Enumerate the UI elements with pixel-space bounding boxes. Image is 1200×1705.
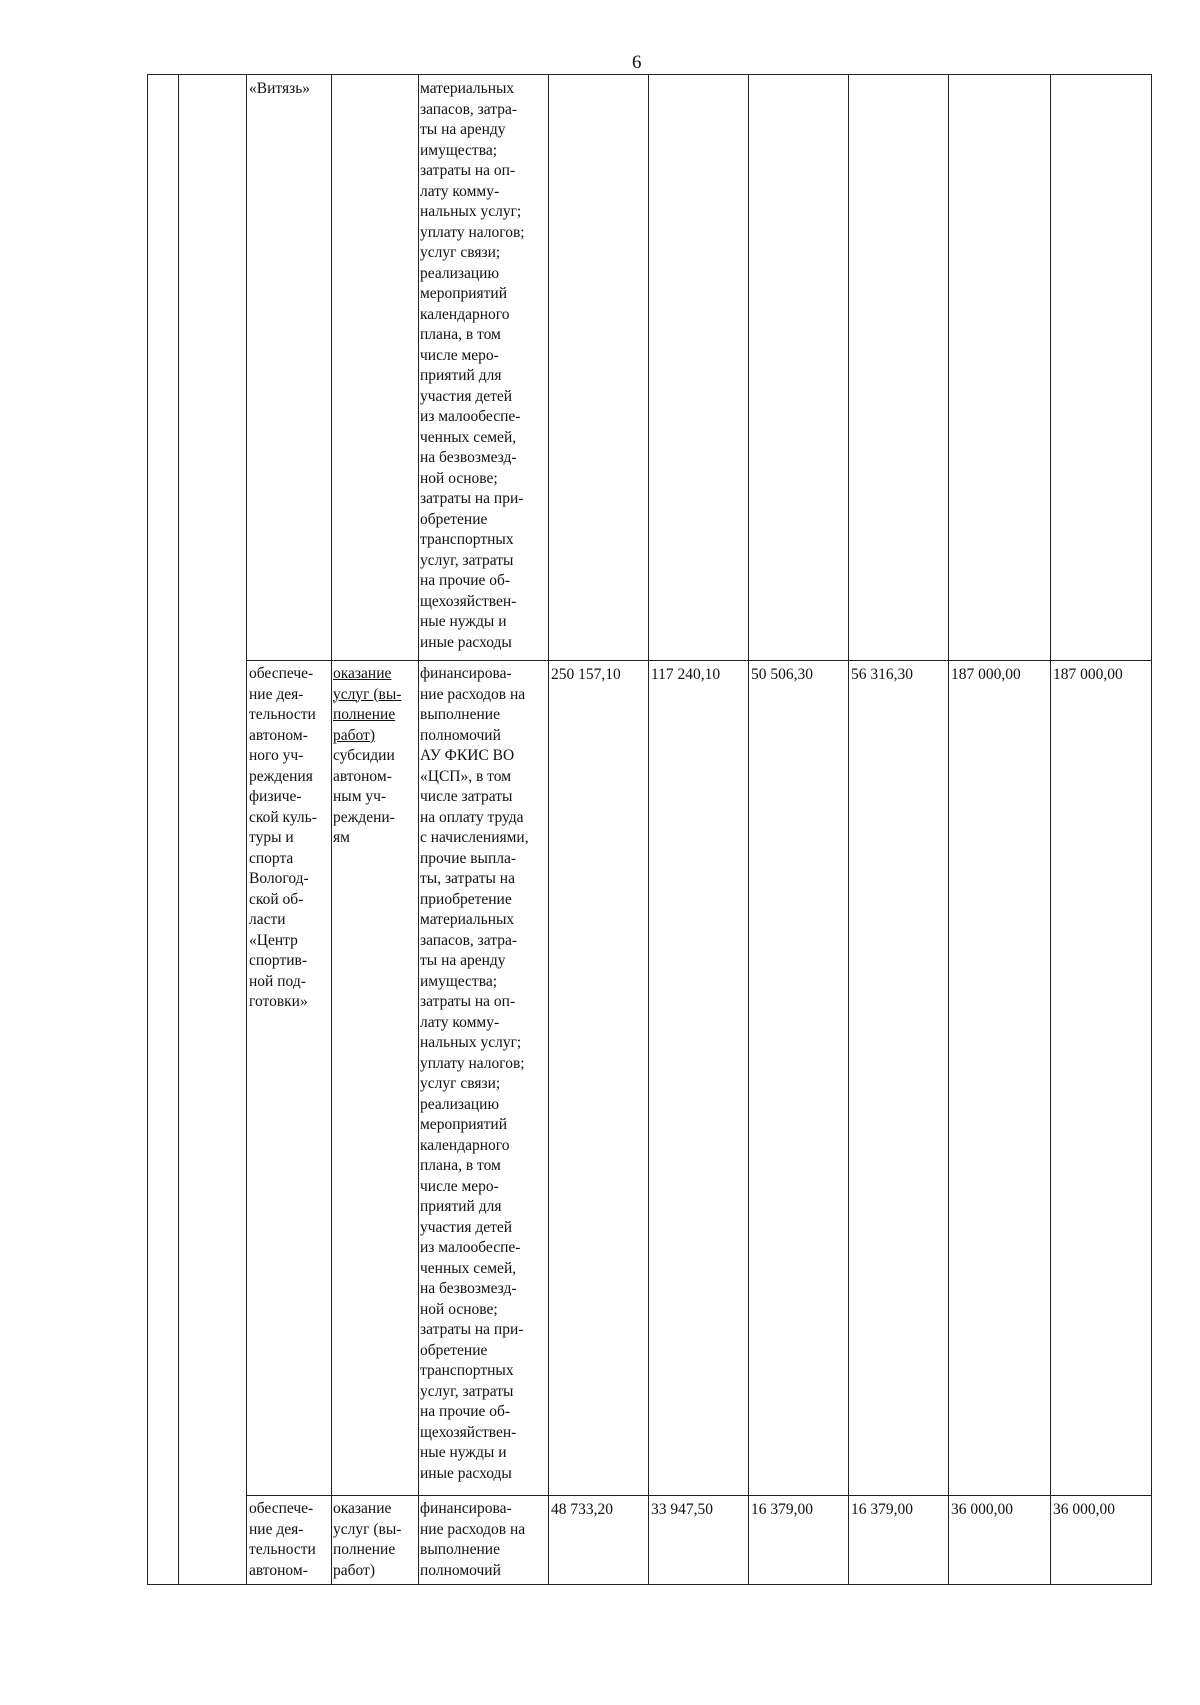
amount-cell: 36 000,00	[951, 1501, 1013, 1518]
amount-cell: 187 000,00	[1053, 666, 1123, 683]
column-divider	[1050, 74, 1051, 1585]
amount-cell: 56 316,30	[851, 666, 913, 683]
amount-cell: 16 379,00	[851, 1501, 913, 1518]
row-divider	[246, 660, 1152, 661]
column-divider	[418, 74, 419, 1585]
amount-cell: 33 947,50	[651, 1501, 713, 1518]
service-type-cell: оказание услуг (вы- полнение работ)	[333, 1500, 402, 1579]
service-type-cell: оказание услуг (вы- полнение работ)	[333, 665, 402, 744]
column-divider	[848, 74, 849, 1585]
amount-cell: 250 157,10	[551, 666, 621, 683]
org-name-cell: обеспече- ние дея- тельности автоном-	[249, 1500, 316, 1579]
amount-cell: 48 733,20	[551, 1501, 613, 1518]
org-name-cell: «Витязь»	[249, 80, 311, 97]
column-divider	[648, 74, 649, 1585]
org-name-cell: обеспече- ние дея- тельности автоном- ного уч- реждения физиче- ской куль- туры и спорта Вологод- ской об- ласти «Центр спортив- ной под- готовки»	[249, 665, 317, 1010]
column-divider	[948, 74, 949, 1585]
amount-cell: 50 506,30	[751, 666, 813, 683]
column-divider	[331, 74, 332, 1585]
expense-description-cell: финансирова- ние расходов на выполнение полномочий АУ ФКИС ВО «ЦСП», в том числе затраты на оплату труда с начислениями, прочие выпла- ты, затраты на приобретение материальных запасов, затра- ты на аренду имущества; затраты на оп- лату комму- нальных услуг; уплату налогов; услуг связи; реализацию мероприятий календарного плана, в том числе меро- приятий для участия детей из малообеспе- ченных семей, на безвозмезд- ной основе; затраты на при- обретение транспортных услуг, затраты на прочие об- щехозяйствен- ные нужды и иные расходы	[420, 665, 529, 1482]
expense-description-cell: финансирова- ние расходов на выполнение полномочий	[420, 1500, 526, 1579]
column-divider	[548, 74, 549, 1585]
expense-description-cell: материальных запасов, затра- ты на аренду имущества; затраты на оп- лату комму- нальных услуг; уплату налогов; услуг связи; реализацию мероприятий календарного плана, в том числе меро- приятий для участия детей из малообеспе- ченных семей, на безвозмезд- ной основе; затраты на при- обретение транспортных услуг, затраты на прочие об- щехозяйствен- ные нужды и иные расходы	[420, 80, 525, 651]
row-divider	[246, 1495, 1152, 1496]
column-divider	[748, 74, 749, 1585]
amount-cell: 36 000,00	[1053, 1501, 1115, 1518]
page-number: 6	[632, 52, 642, 73]
amount-cell: 117 240,10	[651, 666, 721, 683]
amount-cell: 16 379,00	[751, 1501, 813, 1518]
column-divider	[246, 74, 247, 1585]
amount-cell: 187 000,00	[951, 666, 1021, 683]
subsidy-type-cell: субсидии автоном- ным уч- реждени- ям	[333, 747, 395, 846]
column-divider	[178, 74, 179, 1585]
